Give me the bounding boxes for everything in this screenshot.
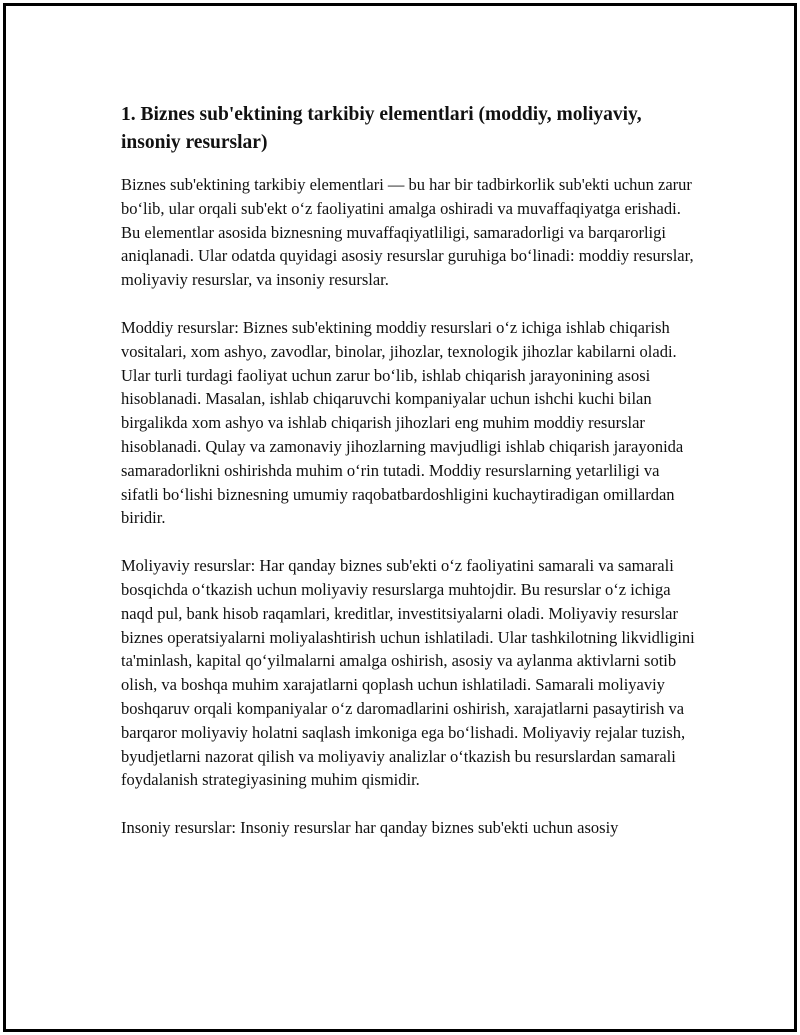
page-frame [3,3,797,1032]
document-body [121,101,701,864]
document-title: 1. Biznes sub'ektining tarkibiy elementlari (moddiy, moliyaviy, insoniy resurslar) [121,104,642,153]
human-resources-paragraph: Insoniy resurslar: Insoniy resurslar har qanday biznes sub'ekti uchun asosiy [121,818,619,838]
intro-paragraph: Biznes sub'ektining tarkibiy elementlari — bu har bir tadbirkorlik sub'ekti uchun zarur bo‘lib, ular orqali sub'ekt o‘z faoliyatini amalga oshiradi va muvaffaqiyatga erishadi. Bu elementlar asosida biznesning muvaffaqiyatliligi, samaradorligi va barqarorligi aniqlanadi. Ular odatda quyidagi asosiy resurslar guruhiga bo‘linadi: moddiy resurslar, moliyaviy resurslar, va insoniy resurslar. [121,175,694,290]
material-resources-paragraph: Moddiy resurslar: Biznes sub'ektining moddiy resurslari o‘z ichiga ishlab chiqarish vositalari, xom ashyo, zavodlar, binolar, jihozlar, texnologik jihozlar kabilarni oladi. Ular turli turdagi faoliyat uchun zarur bo‘lib, ishlab chiqarish jarayonining asosi hisoblanadi. Masalan, ishlab chiqaruvchi kompaniyalar uchun ishchi kuchi bilan birgalikda xom ashyo va ishlab chiqarish jihozlari eng muhim moddiy resurslar hisoblanadi. Qulay va zamonaviy jihozlarning mavjudligi ishlab chiqarish jarayonida samaradorlikni oshirishda muhim o‘rin tutadi. Moddiy resurslarning yetarliligi va sifatli bo‘lishi biznesning umumiy raqobatbardoshligini kuchaytiradigan omillardan biridir. [121,317,684,528]
financial-resources-paragraph: Moliyaviy resurslar: Har qanday biznes sub'ekti o‘z faoliyatini samarali va samarali bosqichda o‘tkazish uchun moliyaviy resurslarga muhtojdir. Bu resurslar o‘z ichiga naqd pul, bank hisob raqamlari, kreditlar, investitsiyalarni oladi. Moliyaviy resurslar biznes operatsiyalarni moliyalashtirish uchun ishlatiladi. Ular tashkilotning likvidligini ta'minlash, kapital qo‘yilmalarni amalga oshirish, asosiy va aylanma aktivlarni sotib olish, va boshqa muhim xarajatlarni qoplash uchun ishlatiladi. Samarali moliyaviy boshqaruv orqali kompaniyalar o‘z daromadlarini oshirish, xarajatlarni pasaytirish va barqaror moliyaviy holatni saqlash imkoniga ega bo‘lishadi. Moliyaviy rejalar tuzish, byudjetlarni nazorat qilish va moliyaviy analizlar o‘tkazish bu resurslardan samarali foydalanish strategiyasining muhim qismidir. [121,556,695,790]
